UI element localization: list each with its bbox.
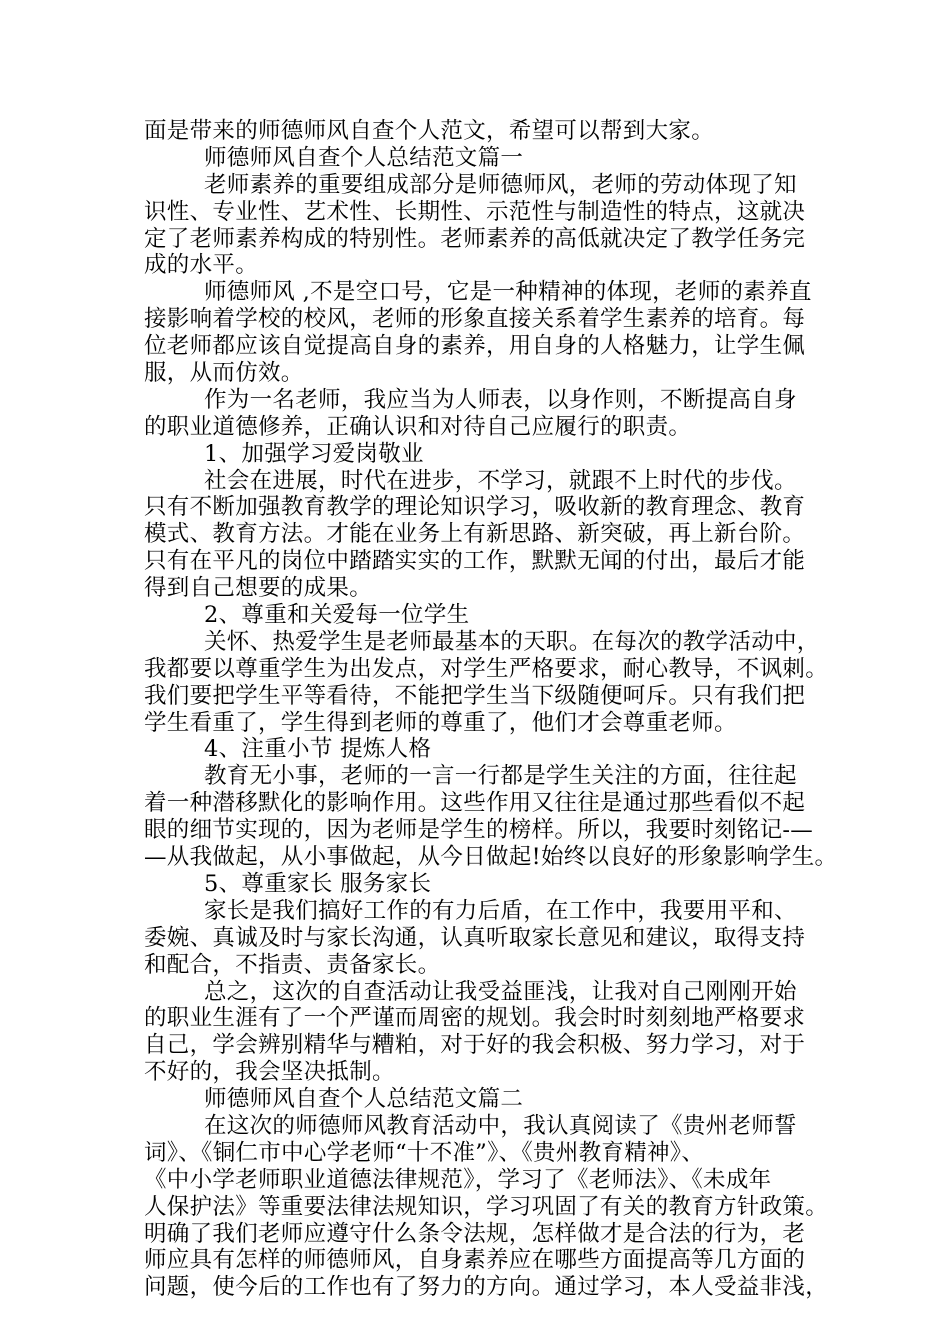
text-line: 师德师风 ,不是空口号，它是一种精神的体现，老师的素养直: [204, 279, 812, 306]
text-line: 不好的，我会坚决抵制。: [144, 1059, 395, 1086]
text-line: 成的水平。: [144, 252, 259, 279]
text-line: 只有不断加强教育教学的理论知识学习，吸收新的教育理念、教育: [144, 494, 806, 521]
text-line: 人保护法》等重要法律法规知识，学习巩固了有关的教育方针政策。: [144, 1193, 829, 1220]
text-line: 总之，这次的自查活动让我受益匪浅，让我对自己刚刚开始: [204, 978, 797, 1005]
text-line: 教育无小事，老师的一言一行都是学生关注的方面，往往起: [204, 763, 797, 790]
text-line: 4、注重小节 提炼人格: [204, 736, 432, 763]
text-line: 模式、教育方法。才能在业务上有新思路、新突破，再上新台阶。: [144, 521, 806, 548]
text-line: 和配合，不指责、责备家长。: [144, 951, 441, 978]
text-line: 在这次的师德师风教育活动中，我认真阅读了《贵州老师誓: [204, 1112, 797, 1139]
text-line: 的职业道德修养，正确认识和对待自己应履行的职责。: [144, 413, 692, 440]
text-line: 明确了我们老师应遵守什么条令法规，怎样做才是合法的行为，老: [144, 1220, 806, 1247]
text-line: 师德师风自查个人总结范文篇二: [204, 1086, 524, 1113]
text-line: 师德师风自查个人总结范文篇一: [204, 144, 524, 171]
text-line: 定了老师素养构成的特别性。老师素养的高低就决定了教学任务完: [144, 225, 806, 252]
text-line: 关怀、热爱学生是老师最基本的天职。在每次的教学活动中，: [204, 628, 820, 655]
text-line: 面是带来的师德师风自查个人范文，希望可以帮到大家。: [144, 118, 715, 144]
text-line: 家长是我们搞好工作的有力后盾，在工作中，我要用平和、: [204, 897, 797, 924]
text-line: 社会在进展，时代在进步，不学习，就跟不上时代的步伐。: [204, 467, 797, 494]
text-line: 服，从而仿效。: [144, 360, 304, 387]
text-line: 老师素养的重要组成部分是师德师风，老师的劳动体现了知: [204, 171, 797, 198]
text-line: 自己，学会辨别精华与糟粕，对于好的我会积极、努力学习，对于: [144, 1032, 806, 1059]
text-line: 我们要把学生平等看待，不能把学生当下级随便呵斥。只有我们把: [144, 682, 806, 709]
text-line: 着一种潜移默化的影响作用。这些作用又往往是通过那些看似不起: [144, 790, 806, 817]
text-line: —从我做起，从小事做起，从今日做起!始终以良好的形象影响学生。: [144, 844, 838, 871]
text-line: 我都要以尊重学生为出发点，对学生严格要求，耐心教导，不讽刺。: [144, 655, 829, 682]
text-line: 接影响着学校的校风，老师的形象直接关系着学生素养的培育。每: [144, 306, 806, 333]
text-line: 学生看重了，学生得到老师的尊重了，他们才会尊重老师。: [144, 709, 737, 736]
text-line: 的职业生涯有了一个严谨而周密的规划。我会时时刻刻地严格要求: [144, 1005, 806, 1032]
text-line: 识性、专业性、艺术性、长期性、示范性与制造性的特点，这就决: [144, 198, 806, 225]
document-page: [144, 118, 838, 1301]
text-line: 《中小学老师职业道德法律规范》，学习了《老师法》、《未成年: [144, 1166, 772, 1193]
text-line: 委婉、真诚及时与家长沟通，认真听取家长意见和建议，取得支持: [144, 924, 806, 951]
text-line: 1、加强学习爱岗敬业: [204, 440, 424, 467]
text-line: 只有在平凡的岗位中踏踏实实的工作，默默无闻的付出，最后才能: [144, 548, 806, 575]
text-line: 得到自己想要的成果。: [144, 575, 373, 602]
text-line: 眼的细节实现的，因为老师是学生的榜样。所以，我要时刻铭记-—: [144, 817, 814, 844]
text-line: 2、尊重和关爱每一位学生: [204, 602, 470, 629]
text-line: 位老师都应该自觉提高自身的素养，用自身的人格魅力，让学生佩: [144, 333, 806, 360]
text-line: 作为一名老师，我应当为人师表，以身作则，不断提高自身: [204, 386, 797, 413]
text-line: 问题，使今后的工作也有了努力的方向。通过学习，本人受益非浅，: [144, 1274, 829, 1301]
text-line: 词》、《铜仁市中心学老师“十不准”》、《贵州教育精神》、: [144, 1139, 705, 1166]
text-line: 师应具有怎样的师德师风，自身素养应在哪些方面提高等几方面的: [144, 1247, 806, 1274]
text-line: 5、尊重家长 服务家长: [204, 870, 432, 897]
